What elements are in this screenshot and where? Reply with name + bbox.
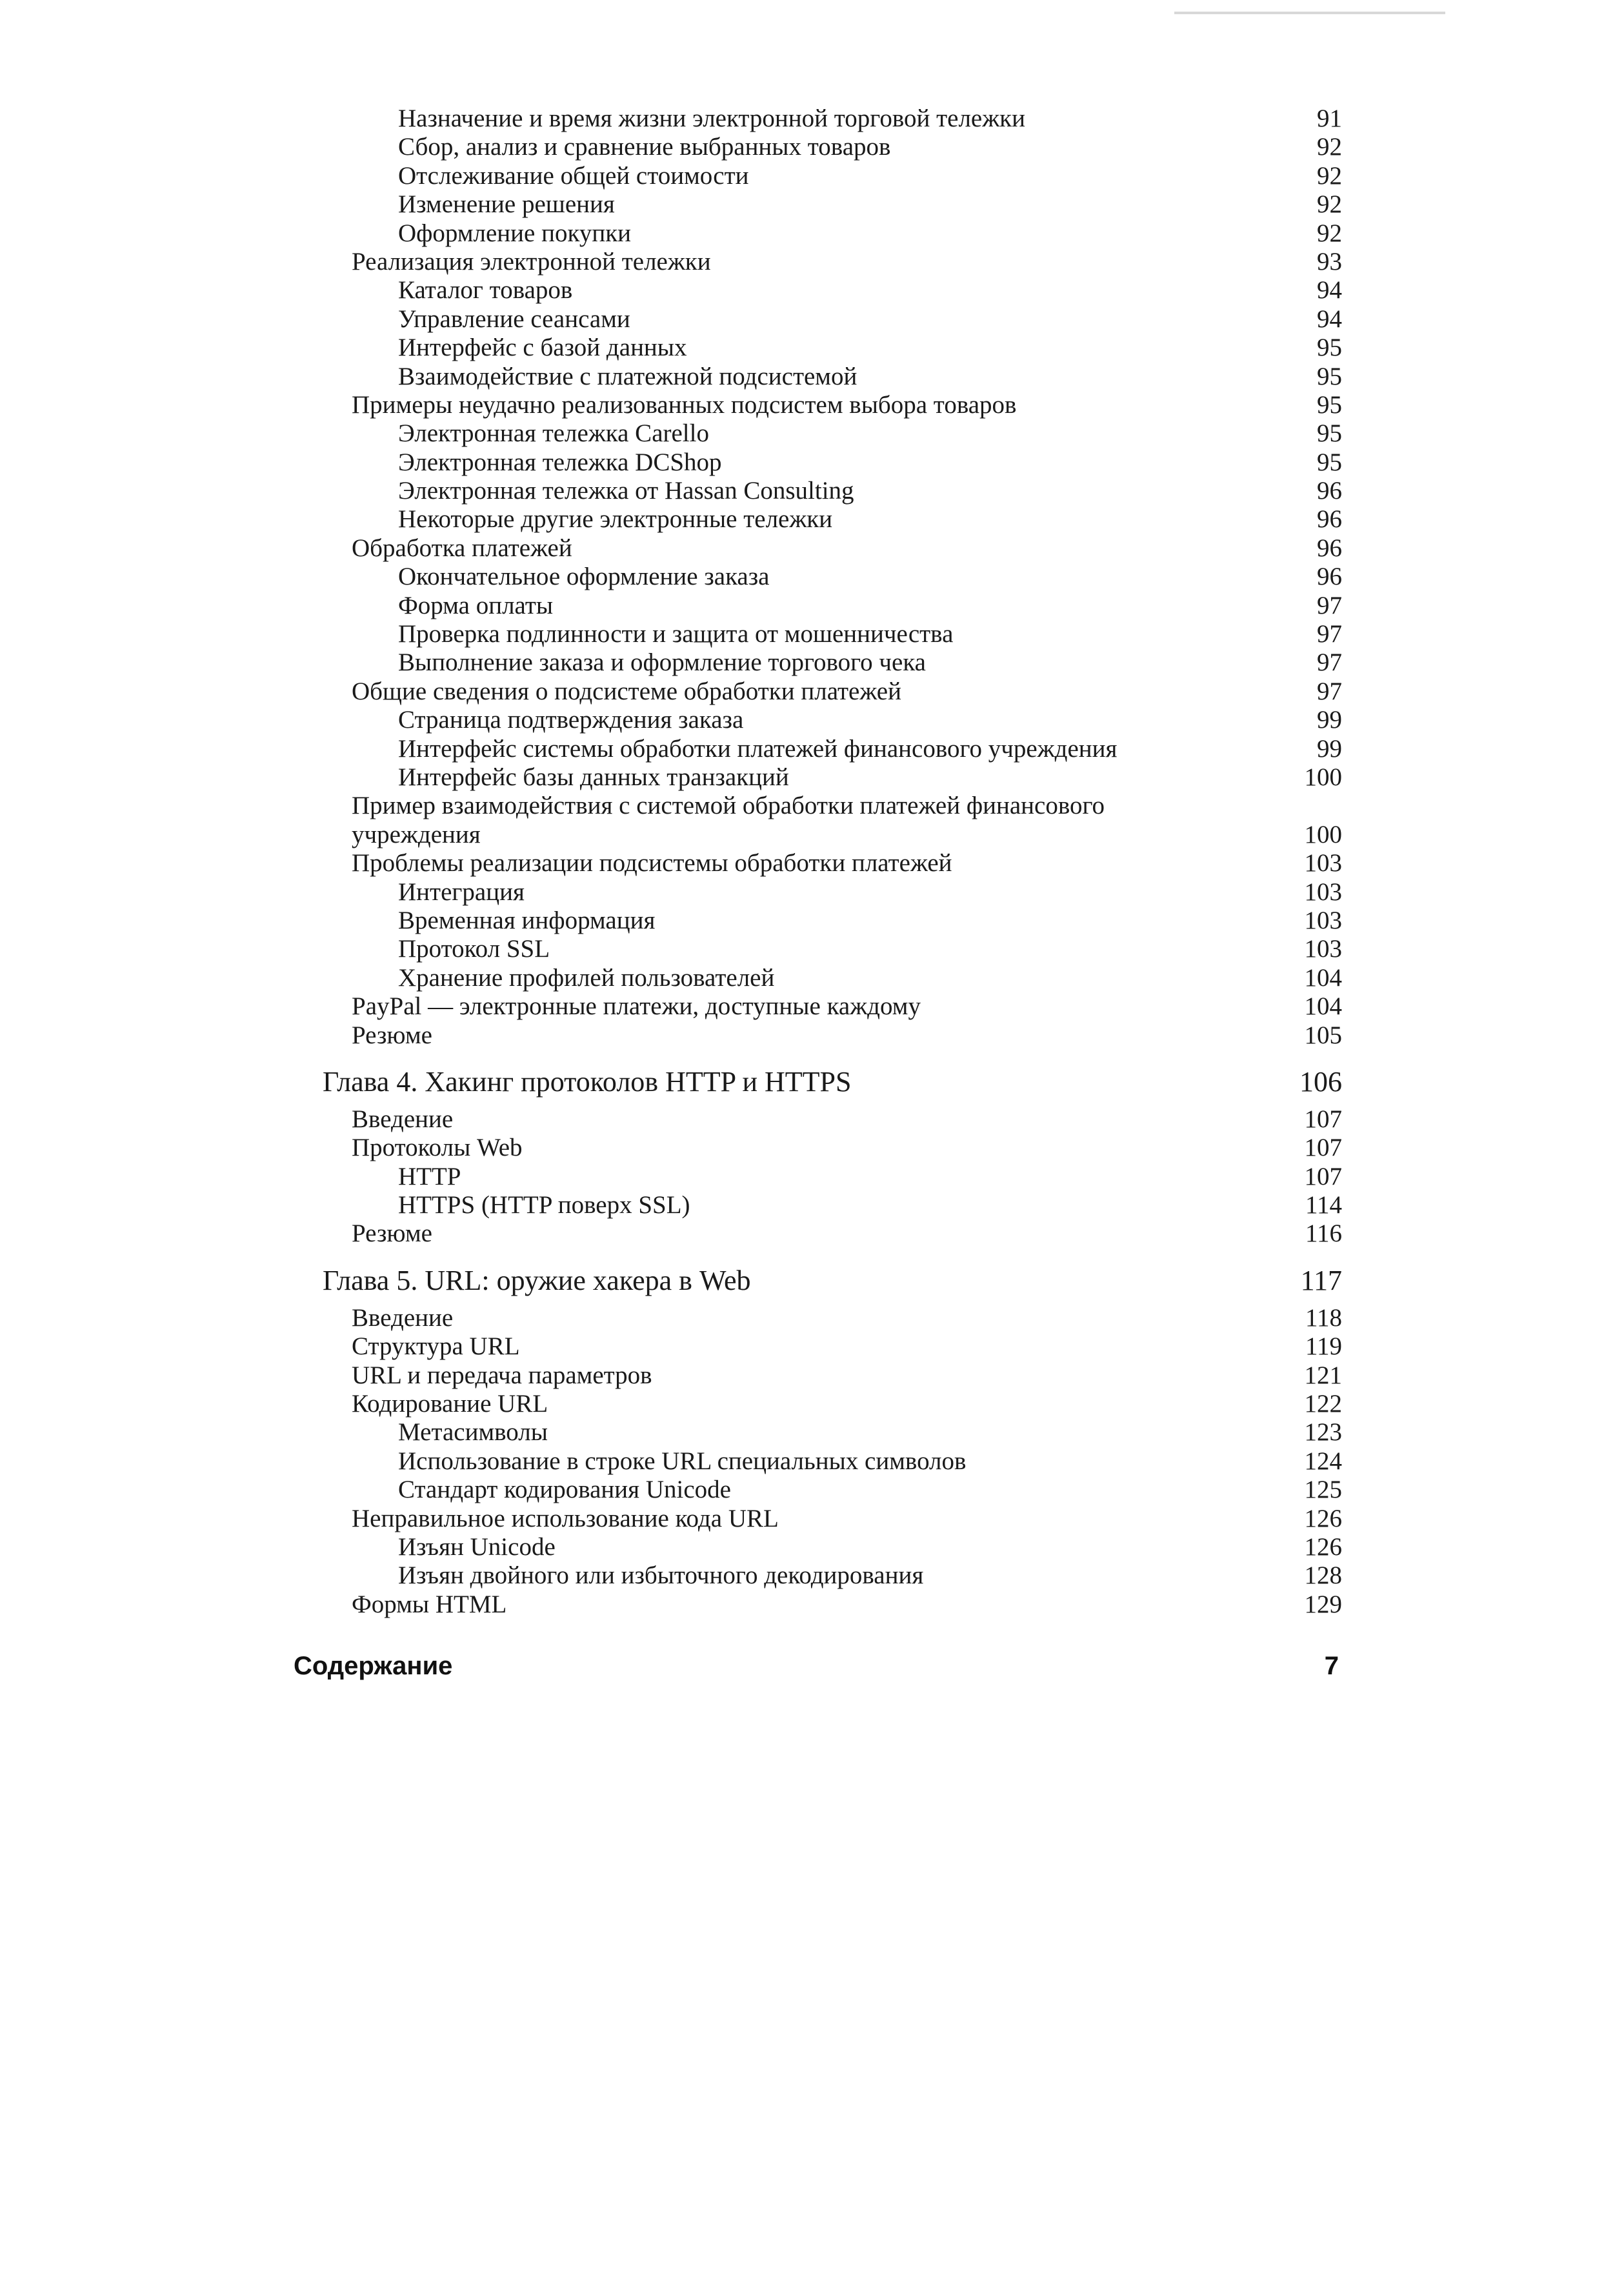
toc-entry-page: 114 bbox=[1305, 1191, 1342, 1219]
toc-entry-page: 92 bbox=[1317, 219, 1342, 247]
toc-entry-page: 99 bbox=[1317, 706, 1342, 734]
toc-entry-title: Изменение решения bbox=[398, 190, 615, 219]
toc-entry-title: Электронная тележка DCShop bbox=[398, 448, 722, 476]
toc-entry[interactable] bbox=[323, 1533, 1342, 1561]
toc-entry[interactable] bbox=[323, 448, 1342, 477]
toc-entry-page: 96 bbox=[1317, 505, 1342, 534]
toc-entry[interactable] bbox=[323, 735, 1342, 763]
toc-entry[interactable] bbox=[323, 1561, 1342, 1590]
toc-entry[interactable] bbox=[323, 563, 1342, 591]
scan-edge-mark bbox=[1174, 12, 1445, 14]
toc-section[interactable] bbox=[323, 677, 1342, 706]
toc-entry[interactable] bbox=[323, 763, 1342, 792]
toc-section[interactable] bbox=[323, 534, 1342, 563]
toc-entry[interactable] bbox=[323, 964, 1342, 992]
toc-section[interactable] bbox=[323, 849, 1342, 878]
toc-entry[interactable] bbox=[323, 477, 1342, 505]
toc-section-page: 105 bbox=[1304, 1021, 1342, 1049]
toc-entry-page: 126 bbox=[1304, 1532, 1342, 1561]
toc-entry-title: Страница подтверждения заказа bbox=[398, 706, 744, 734]
toc-section-title: Проблемы реализации подсистемы обработки платежей bbox=[352, 849, 952, 878]
toc-section-page: 129 bbox=[1304, 1590, 1342, 1618]
toc-entry-title: Сбор, анализ и сравнение выбранных товаров bbox=[398, 133, 891, 161]
toc-entry[interactable] bbox=[323, 1447, 1342, 1476]
toc-entry[interactable] bbox=[323, 620, 1342, 648]
toc-entry[interactable] bbox=[323, 419, 1342, 448]
toc-section-page: 97 bbox=[1317, 677, 1342, 705]
toc-section-title: Введение bbox=[352, 1105, 454, 1133]
toc-entry-page: 94 bbox=[1317, 305, 1342, 333]
toc-entry-page: 124 bbox=[1304, 1447, 1342, 1475]
toc-section-title: URL и передача параметров bbox=[352, 1361, 652, 1389]
toc-entry-page: 125 bbox=[1304, 1476, 1342, 1504]
toc-entry-title: Окончательное оформление заказа bbox=[398, 563, 770, 591]
toc-section-title: Формы HTML bbox=[352, 1590, 507, 1618]
toc-section-title: Примеры неудачно реализованных подсистем выбора товаров bbox=[352, 390, 1017, 419]
toc-chapter-5[interactable] bbox=[323, 1258, 1342, 1304]
toc-entry-page: 104 bbox=[1304, 963, 1342, 992]
toc-entry-title: Выполнение заказа и оформление торгового чека bbox=[398, 648, 926, 677]
toc-section[interactable] bbox=[323, 1590, 1342, 1619]
toc-entry[interactable] bbox=[323, 1191, 1342, 1219]
toc-section[interactable] bbox=[323, 1304, 1342, 1332]
toc-entry-title: Интерфейс системы обработки платежей финансового учреждения bbox=[398, 734, 1118, 763]
toc-section[interactable] bbox=[323, 1332, 1342, 1361]
toc-entry[interactable] bbox=[323, 190, 1342, 219]
toc-entry-page: 103 bbox=[1304, 935, 1342, 963]
page-number: 7 bbox=[1324, 1652, 1339, 1680]
toc-section-page: 122 bbox=[1304, 1390, 1342, 1418]
toc-entry[interactable] bbox=[323, 935, 1342, 963]
toc-section[interactable] bbox=[323, 1361, 1342, 1390]
toc-section-page: 119 bbox=[1305, 1332, 1342, 1361]
toc-entry-page: 99 bbox=[1317, 734, 1342, 763]
toc-entry-page: 95 bbox=[1317, 448, 1342, 476]
table-of-contents bbox=[323, 105, 1342, 1619]
toc-section[interactable] bbox=[323, 1505, 1342, 1533]
toc-section-title: Обработка платежей bbox=[352, 534, 572, 562]
toc-section-line2[interactable] bbox=[323, 821, 1342, 849]
toc-entry[interactable] bbox=[323, 219, 1342, 248]
toc-section[interactable] bbox=[323, 391, 1342, 419]
toc-entry-page: 96 bbox=[1317, 563, 1342, 591]
page-footer bbox=[294, 1647, 1339, 1685]
toc-section-title: PayPal — электронные платежи, доступные каждому bbox=[352, 992, 921, 1021]
toc-entry-page: 91 bbox=[1317, 105, 1342, 132]
toc-entry-page: 92 bbox=[1317, 161, 1342, 190]
toc-section-page: 126 bbox=[1304, 1504, 1342, 1532]
toc-entry-title: Изъян двойного или избыточного декодирования bbox=[398, 1561, 924, 1590]
toc-entry[interactable] bbox=[323, 1163, 1342, 1191]
toc-entry-title: Метасимволы bbox=[398, 1418, 548, 1447]
toc-entry-title: Интеграция bbox=[398, 878, 525, 906]
toc-entry-title: Отслеживание общей стоимости bbox=[398, 161, 749, 190]
toc-entry-page: 123 bbox=[1304, 1418, 1342, 1447]
toc-entry[interactable] bbox=[323, 334, 1342, 362]
toc-entry[interactable] bbox=[323, 305, 1342, 334]
toc-section-title: Пример взаимодействия с системой обработки платежей финансового bbox=[352, 792, 1105, 820]
toc-section-page: 116 bbox=[1305, 1219, 1342, 1248]
toc-entry-page: 97 bbox=[1317, 591, 1342, 619]
toc-section-title: Неправильное использование кода URL bbox=[352, 1504, 779, 1532]
toc-entry-title: Управление сеансами bbox=[398, 305, 630, 333]
toc-entry-title: Использование в строке URL специальных символов bbox=[398, 1447, 967, 1475]
toc-entry-page: 103 bbox=[1304, 878, 1342, 906]
toc-entry-title: Изъян Unicode bbox=[398, 1532, 556, 1561]
chapter-title: Глава 5. URL: оружие хакера в Web bbox=[323, 1264, 751, 1296]
toc-entry-page: 92 bbox=[1317, 133, 1342, 161]
toc-entry-title: HTTPS (HTTP поверх SSL) bbox=[398, 1191, 690, 1219]
toc-entry[interactable] bbox=[323, 1418, 1342, 1447]
toc-entry[interactable] bbox=[323, 648, 1342, 677]
toc-section-page: 107 bbox=[1304, 1134, 1342, 1162]
toc-section-title: Протоколы Web bbox=[352, 1134, 523, 1162]
toc-entry-title: Протокол SSL bbox=[398, 935, 550, 963]
toc-section[interactable] bbox=[323, 1390, 1342, 1418]
toc-entry-page: 128 bbox=[1304, 1561, 1342, 1590]
toc-entry-title: Временная информация bbox=[398, 906, 656, 934]
toc-section-page: 93 bbox=[1317, 247, 1342, 276]
toc-entry-title: Некоторые другие электронные тележки bbox=[398, 505, 833, 534]
toc-section[interactable] bbox=[323, 992, 1342, 1021]
toc-section-page: 95 bbox=[1317, 390, 1342, 419]
toc-entry-page: 96 bbox=[1317, 477, 1342, 505]
toc-entry-page: 94 bbox=[1317, 276, 1342, 305]
toc-entry-title: Проверка подлинности и защита от мошенничества bbox=[398, 620, 954, 648]
toc-entry[interactable] bbox=[323, 363, 1342, 391]
toc-chapter-4[interactable] bbox=[323, 1059, 1342, 1105]
toc-entry-page: 95 bbox=[1317, 419, 1342, 448]
toc-section-page: 121 bbox=[1304, 1361, 1342, 1389]
toc-section-page: 107 bbox=[1304, 1105, 1342, 1133]
toc-section[interactable] bbox=[323, 1021, 1342, 1050]
toc-entry[interactable] bbox=[323, 105, 1342, 133]
running-footer-title: Содержание bbox=[294, 1652, 453, 1680]
toc-section[interactable] bbox=[323, 1105, 1342, 1134]
toc-entry-title: Электронная тележка от Hassan Consulting bbox=[398, 477, 854, 505]
toc-section-page: 118 bbox=[1305, 1303, 1342, 1332]
toc-section-title: Структура URL bbox=[352, 1332, 520, 1361]
toc-section-page: 103 bbox=[1304, 849, 1342, 878]
chapter-page: 117 bbox=[1300, 1264, 1342, 1296]
toc-section-line1[interactable] bbox=[323, 792, 1342, 820]
toc-section-title: учреждения bbox=[352, 820, 481, 848]
toc-entry[interactable] bbox=[323, 276, 1342, 305]
toc-section-title: Резюме bbox=[352, 1219, 432, 1248]
toc-entry-title: Интерфейс с базой данных bbox=[398, 334, 687, 362]
toc-entry[interactable] bbox=[323, 706, 1342, 734]
toc-entry-page: 107 bbox=[1304, 1162, 1342, 1190]
toc-entry-page: 95 bbox=[1317, 362, 1342, 390]
toc-entry-title: Интерфейс базы данных транзакций bbox=[398, 763, 789, 791]
toc-section-title: Общие сведения о подсистеме обработки платежей bbox=[352, 677, 901, 705]
toc-section[interactable] bbox=[323, 1219, 1342, 1248]
toc-entry-title: HTTP bbox=[398, 1162, 461, 1190]
toc-entry[interactable] bbox=[323, 878, 1342, 907]
toc-entry[interactable] bbox=[323, 1476, 1342, 1504]
toc-entry-title: Оформление покупки bbox=[398, 219, 632, 247]
toc-entry-title: Взаимодействие с платежной подсистемой bbox=[398, 362, 857, 390]
toc-section[interactable] bbox=[323, 1134, 1342, 1162]
toc-entry-title: Стандарт кодирования Unicode bbox=[398, 1476, 731, 1504]
toc-section-page: 96 bbox=[1317, 534, 1342, 562]
toc-section[interactable] bbox=[323, 248, 1342, 276]
toc-entry-page: 97 bbox=[1317, 648, 1342, 677]
toc-entry-title: Электронная тележка Carello bbox=[398, 419, 709, 448]
toc-section-page: 104 bbox=[1304, 992, 1342, 1021]
toc-entry[interactable] bbox=[323, 133, 1342, 161]
toc-entry-title: Форма оплаты bbox=[398, 591, 554, 619]
toc-entry[interactable] bbox=[323, 162, 1342, 190]
toc-section-title: Резюме bbox=[352, 1021, 432, 1049]
toc-entry[interactable] bbox=[323, 907, 1342, 935]
toc-section-page: 100 bbox=[1304, 820, 1342, 848]
toc-entry-page: 95 bbox=[1317, 334, 1342, 362]
toc-entry-page: 100 bbox=[1304, 763, 1342, 791]
toc-section-title: Кодирование URL bbox=[352, 1390, 548, 1418]
toc-entry[interactable] bbox=[323, 505, 1342, 534]
chapter-title: Глава 4. Хакинг протоколов HTTP и HTTPS bbox=[323, 1065, 852, 1098]
toc-entry[interactable] bbox=[323, 592, 1342, 620]
toc-entry-title: Назначение и время жизни электронной торговой тележки bbox=[398, 105, 1025, 132]
toc-entry-page: 97 bbox=[1317, 620, 1342, 648]
toc-section-title: Реализация электронной тележки bbox=[352, 247, 711, 276]
chapter-page: 106 bbox=[1299, 1065, 1342, 1098]
toc-section-title: Введение bbox=[352, 1303, 454, 1332]
toc-entry-title: Хранение профилей пользователей bbox=[398, 963, 775, 992]
toc-entry-page: 92 bbox=[1317, 190, 1342, 219]
toc-entry-page: 103 bbox=[1304, 906, 1342, 934]
toc-entry-title: Каталог товаров bbox=[398, 276, 573, 305]
